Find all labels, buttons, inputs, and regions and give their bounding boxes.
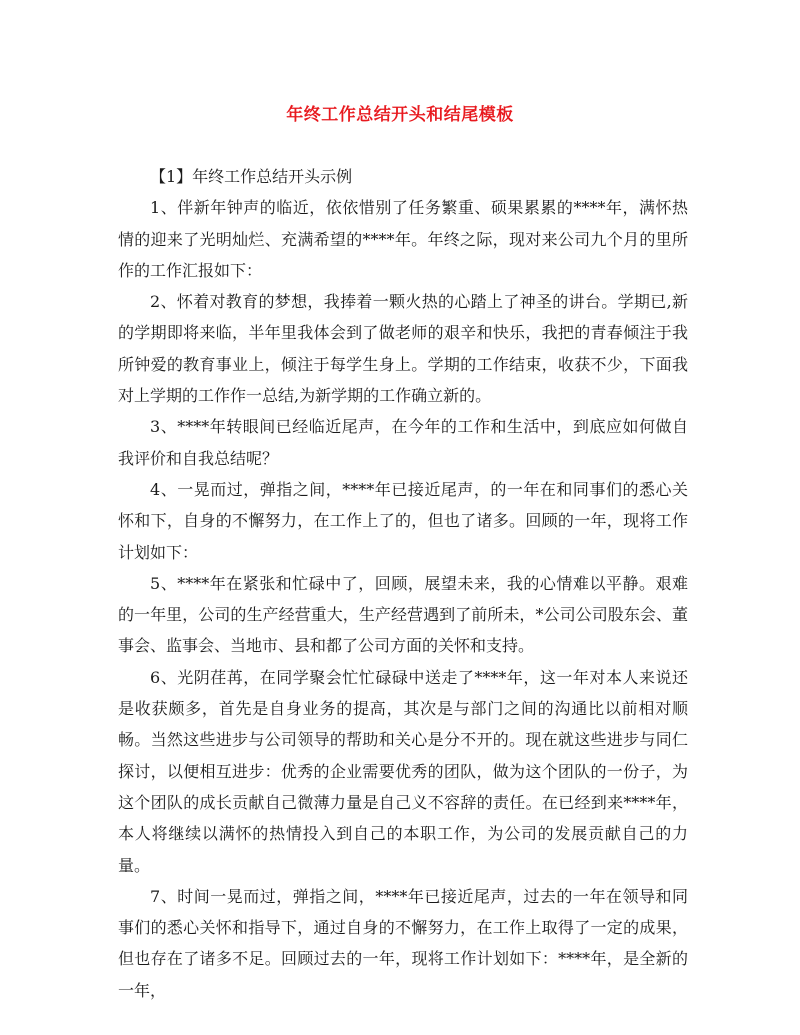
paragraph-5: 5、****年在紧张和忙碌中了，回顾，展望未来，我的心情难以平静。艰难的一年里，公司的生产经营重大，生产经营遇到了前所未，*公司公司股东会、董事会、监事会、当地市、县和都了公司方面的关怀和支持。: [118, 573, 688, 656]
section-heading: 【1】年终工作总结开头示例: [150, 167, 353, 186]
document-body: [118, 161, 688, 1006]
paragraph-2: 2、怀着对教育的梦想，我捧着一颗火热的心踏上了神圣的讲台。学期已,新的学期即将来临，半年里我体会到了做老师的艰辛和快乐，我把的青春倾注于我所钟爱的教育事业上，倾注于每学生身上。学期的工作结束，收获不少，下面我对上学期的工作作一总结,为新学期的工作确立新的。: [118, 292, 688, 406]
paragraph-3: 3、****年转眼间已经临近尾声，在今年的工作和生活中，到底应如何做自我评价和自我总结呢？: [118, 417, 688, 468]
paragraph-1: 1、伴新年钟声的临近，依依惜别了任务繁重、硕果累累的****年，满怀热情的迎来了光明灿烂、充满希望的****年。年终之际，现对来公司九个月的里所作的工作汇报如下：: [118, 198, 688, 280]
paragraph-6: 6、光阴荏苒，在同学聚会忙忙碌碌中送走了****年，这一年对本人来说还是收获颇多，首先是自身业务的提高，其次是与部门之间的沟通比以前相对顺畅。当然这些进步与公司领导的帮助和关心是分不开的。现在就这些进步与同仁探讨，以便相互进步：优秀的企业需要优秀的团队，做为这个团队的一份子，为这个团队的成长贡献自己微薄力量是自己义不容辞的责任。在已经到来****年，本人将继续以满怀的热情投入到自己的本职工作，为公司的发展贡献自己的力量。: [118, 667, 688, 875]
paragraph-4: 4、一晃而过，弹指之间，****年已接近尾声，的一年在和同事们的悉心关怀和下，自身的不懈努力，在工作上了的，但也了诸多。回顾的一年，现将工作计划如下：: [118, 479, 688, 562]
paragraph-7: 7、时间一晃而过，弹指之间，****年已接近尾声，过去的一年在领导和同事们的悉心关怀和指导下，通过自身的不懈努力，在工作上取得了一定的成果，但也存在了诸多不足。回顾过去的一年，现将工作计划如下：****年，是全新的一年，: [118, 886, 688, 1000]
document-title: 年终工作总结开头和结尾模板: [286, 105, 514, 125]
